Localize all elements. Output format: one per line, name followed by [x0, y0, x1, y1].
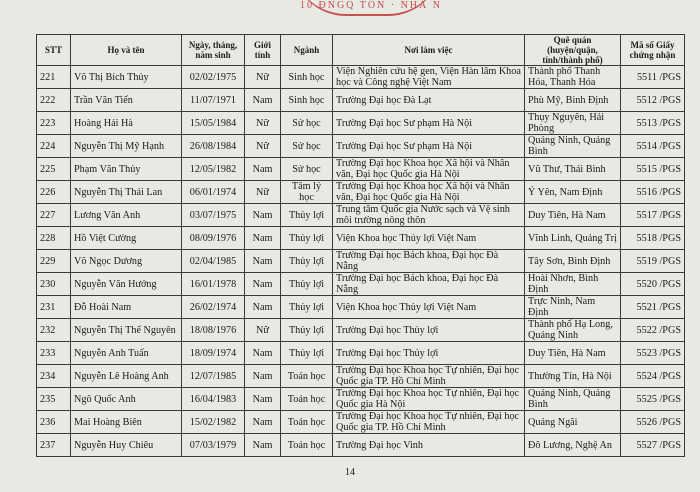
- cell-hometown: Thành phố Thanh Hóa, Thanh Hóa: [525, 66, 621, 89]
- cell-hometown: Hoài Nhơn, Bình Định: [525, 273, 621, 296]
- cell-workplace: Viện Khoa học Thủy lợi Việt Nam: [333, 296, 525, 319]
- cell-name: Nguyễn Huy Chiêu: [71, 434, 182, 457]
- cell-hometown: Quảng Ninh, Quảng Bình: [525, 388, 621, 411]
- table-row: [37, 273, 685, 296]
- cell-sex: Nữ: [245, 319, 281, 342]
- cell-dob: 18/08/1976: [182, 319, 245, 342]
- cell-dob: 07/03/1979: [182, 434, 245, 457]
- cell-sex: Nam: [245, 273, 281, 296]
- cell-field: Thủy lợi: [281, 227, 333, 250]
- cell-stt: 222: [37, 89, 71, 112]
- cell-sex: Nữ: [245, 135, 281, 158]
- cell-name: Nguyễn Văn Hướng: [71, 273, 182, 296]
- cell-dob: 02/02/1975: [182, 66, 245, 89]
- cell-cert: 5520 /PGS: [621, 273, 685, 296]
- cell-workplace: Trường Đại học Thủy lợi: [333, 342, 525, 365]
- table-row: [37, 204, 685, 227]
- cell-sex: Nam: [245, 158, 281, 181]
- header-dob: Ngày, tháng, năm sinh: [182, 35, 245, 66]
- cell-workplace: Trường Đại học Khoa học Tự nhiên, Đại học Quốc gia TP. Hồ Chí Minh: [333, 411, 525, 434]
- cell-field: Toán học: [281, 411, 333, 434]
- table-row: [37, 66, 685, 89]
- cell-name: Ngô Quốc Anh: [71, 388, 182, 411]
- cell-name: Võ Ngọc Dương: [71, 250, 182, 273]
- cell-cert: 5525 /PGS: [621, 388, 685, 411]
- cell-cert: 5514 /PGS: [621, 135, 685, 158]
- cell-stt: 234: [37, 365, 71, 388]
- cell-field: Sử học: [281, 112, 333, 135]
- cell-stt: 226: [37, 181, 71, 204]
- cell-workplace: Trường Đại học Khoa học Tự nhiên, Đại học Quốc gia Hà Nội: [333, 388, 525, 411]
- cell-name: Nguyễn Thị Mỹ Hạnh: [71, 135, 182, 158]
- cell-stt: 230: [37, 273, 71, 296]
- cell-dob: 03/07/1975: [182, 204, 245, 227]
- table-row: [37, 342, 685, 365]
- table-row: [37, 365, 685, 388]
- cell-cert: 5518 /PGS: [621, 227, 685, 250]
- cell-cert: 5519 /PGS: [621, 250, 685, 273]
- cell-dob: 15/05/1984: [182, 112, 245, 135]
- cell-stt: 228: [37, 227, 71, 250]
- cell-field: Thủy lợi: [281, 273, 333, 296]
- cell-name: Trần Văn Tiến: [71, 89, 182, 112]
- cell-hometown: Ý Yên, Nam Định: [525, 181, 621, 204]
- cell-cert: 5527 /PGS: [621, 434, 685, 457]
- cell-hometown: Duy Tiên, Hà Nam: [525, 204, 621, 227]
- cell-field: Thủy lợi: [281, 250, 333, 273]
- cell-stt: 223: [37, 112, 71, 135]
- certificate-table: [36, 34, 685, 457]
- cell-hometown: Duy Tiên, Hà Nam: [525, 342, 621, 365]
- cell-stt: 236: [37, 411, 71, 434]
- cell-workplace: Trường Đại học Khoa học Xã hội và Nhân văn, Đại học Quốc gia Hà Nội: [333, 158, 525, 181]
- table-row: [37, 296, 685, 319]
- cell-sex: Nam: [245, 388, 281, 411]
- table-row: [37, 250, 685, 273]
- header-stt: STT: [37, 35, 71, 66]
- cell-workplace: Trường Đại học Thủy lợi: [333, 319, 525, 342]
- cell-dob: 08/09/1976: [182, 227, 245, 250]
- table-row: [37, 135, 685, 158]
- table-row: [37, 434, 685, 457]
- cell-sex: Nữ: [245, 112, 281, 135]
- cell-stt: 231: [37, 296, 71, 319]
- cell-stt: 224: [37, 135, 71, 158]
- table-row: [37, 181, 685, 204]
- table-row: [37, 388, 685, 411]
- cell-workplace: Trường Đại học Vinh: [333, 434, 525, 457]
- cell-name: Hoàng Hải Hà: [71, 112, 182, 135]
- cell-hometown: Vĩnh Linh, Quảng Trị: [525, 227, 621, 250]
- cell-cert: 5517 /PGS: [621, 204, 685, 227]
- cell-stt: 225: [37, 158, 71, 181]
- cell-sex: Nam: [245, 411, 281, 434]
- cell-dob: 26/08/1984: [182, 135, 245, 158]
- cell-field: Sinh học: [281, 66, 333, 89]
- header-hometown: Quê quán (huyện/quận, tỉnh/thành phố): [525, 35, 621, 66]
- cell-sex: Nam: [245, 227, 281, 250]
- table-row: [37, 227, 685, 250]
- cell-name: Lương Văn Anh: [71, 204, 182, 227]
- cell-cert: 5511 /PGS: [621, 66, 685, 89]
- cell-field: Toán học: [281, 434, 333, 457]
- cell-field: Toán học: [281, 388, 333, 411]
- cell-dob: 06/01/1974: [182, 181, 245, 204]
- cell-sex: Nam: [245, 434, 281, 457]
- cell-field: Toán học: [281, 365, 333, 388]
- cell-cert: 5516 /PGS: [621, 181, 685, 204]
- cell-sex: Nam: [245, 342, 281, 365]
- cell-sex: Nam: [245, 296, 281, 319]
- cell-workplace: Trường Đại học Đà Lạt: [333, 89, 525, 112]
- cell-hometown: Thành phố Hạ Long, Quảng Ninh: [525, 319, 621, 342]
- header-sex: Giới tính: [245, 35, 281, 66]
- cell-dob: 12/05/1982: [182, 158, 245, 181]
- cell-field: Sinh học: [281, 89, 333, 112]
- header-field: Ngành: [281, 35, 333, 66]
- cell-cert: 5522 /PGS: [621, 319, 685, 342]
- cell-workplace: Trường Đại học Bách khoa, Đại học Đà Nẵng: [333, 250, 525, 273]
- cell-workplace: Viện Khoa học Thủy lợi Việt Nam: [333, 227, 525, 250]
- cell-cert: 5515 /PGS: [621, 158, 685, 181]
- cell-dob: 26/02/1974: [182, 296, 245, 319]
- cell-workplace: Trường Đại học Bách khoa, Đại học Đà Nẵng: [333, 273, 525, 296]
- cell-hometown: Phù Mỹ, Bình Định: [525, 89, 621, 112]
- cell-workplace: Trung tâm Quốc gia Nước sạch và Vệ sinh môi trường nông thôn: [333, 204, 525, 227]
- cell-name: Mai Hoàng Biên: [71, 411, 182, 434]
- cell-stt: 233: [37, 342, 71, 365]
- cell-field: Sử học: [281, 135, 333, 158]
- cell-sex: Nam: [245, 204, 281, 227]
- cell-name: Đỗ Hoài Nam: [71, 296, 182, 319]
- cell-hometown: Quảng Ngãi: [525, 411, 621, 434]
- cell-name: Hồ Việt Cường: [71, 227, 182, 250]
- cell-stt: 235: [37, 388, 71, 411]
- cell-workplace: Trường Đại học Sư phạm Hà Nội: [333, 112, 525, 135]
- table-row: [37, 319, 685, 342]
- cell-cert: 5526 /PGS: [621, 411, 685, 434]
- cell-hometown: Thường Tín, Hà Nội: [525, 365, 621, 388]
- page-number: 14: [345, 467, 355, 478]
- cell-cert: 5512 /PGS: [621, 89, 685, 112]
- cell-workplace: Trường Đại học Sư phạm Hà Nội: [333, 135, 525, 158]
- header-cert: Mã số Giấy chứng nhận: [621, 35, 685, 66]
- cell-hometown: Đô Lương, Nghệ An: [525, 434, 621, 457]
- cell-hometown: Quảng Ninh, Quảng Bình: [525, 135, 621, 158]
- cell-name: Nguyễn Thị Thái Lan: [71, 181, 182, 204]
- cell-dob: 16/04/1983: [182, 388, 245, 411]
- cell-cert: 5523 /PGS: [621, 342, 685, 365]
- cell-stt: 221: [37, 66, 71, 89]
- cell-hometown: Tây Sơn, Bình Định: [525, 250, 621, 273]
- cell-hometown: Vũ Thư, Thái Bình: [525, 158, 621, 181]
- header-name: Họ và tên: [71, 35, 182, 66]
- header-workplace: Nơi làm việc: [333, 35, 525, 66]
- table-header-row: [37, 35, 685, 66]
- cell-stt: 227: [37, 204, 71, 227]
- cell-workplace: Trường Đại học Khoa học Tự nhiên, Đại học Quốc gia TP. Hồ Chí Minh: [333, 365, 525, 388]
- cell-dob: 16/01/1978: [182, 273, 245, 296]
- cell-dob: 11/07/1971: [182, 89, 245, 112]
- cell-sex: Nam: [245, 365, 281, 388]
- cell-field: Thủy lợi: [281, 204, 333, 227]
- cell-cert: 5513 /PGS: [621, 112, 685, 135]
- cell-sex: Nam: [245, 89, 281, 112]
- table-row: [37, 89, 685, 112]
- cell-stt: 232: [37, 319, 71, 342]
- cell-name: Võ Thị Bích Thủy: [71, 66, 182, 89]
- cell-field: Thủy lợi: [281, 342, 333, 365]
- table-row: [37, 112, 685, 135]
- cell-cert: 5524 /PGS: [621, 365, 685, 388]
- cell-field: Tâm lý học: [281, 181, 333, 204]
- cell-name: Nguyễn Thị Thế Nguyên: [71, 319, 182, 342]
- cell-workplace: Trường Đại học Khoa học Xã hội và Nhân văn, Đại học Quốc gia Hà Nội: [333, 181, 525, 204]
- cell-dob: 18/09/1974: [182, 342, 245, 365]
- cell-dob: 02/04/1985: [182, 250, 245, 273]
- cell-workplace: Viện Nghiên cứu hệ gen, Viện Hàn lâm Khoa học và Công nghệ Việt Nam: [333, 66, 525, 89]
- cell-sex: Nam: [245, 250, 281, 273]
- table-row: [37, 158, 685, 181]
- cell-stt: 229: [37, 250, 71, 273]
- cell-name: Nguyễn Anh Tuấn: [71, 342, 182, 365]
- cell-name: Phạm Văn Thủy: [71, 158, 182, 181]
- official-seal-text: 10 ĐNGQ TỐN · NHÀ N: [300, 0, 442, 11]
- cell-cert: 5521 /PGS: [621, 296, 685, 319]
- cell-dob: 12/07/1985: [182, 365, 245, 388]
- cell-stt: 237: [37, 434, 71, 457]
- table-row: [37, 411, 685, 434]
- cell-hometown: Trực Ninh, Nam Định: [525, 296, 621, 319]
- cell-dob: 15/02/1982: [182, 411, 245, 434]
- cell-hometown: Thụy Nguyên, Hải Phòng: [525, 112, 621, 135]
- cell-field: Thủy lợi: [281, 319, 333, 342]
- cell-field: Sử học: [281, 158, 333, 181]
- cell-sex: Nữ: [245, 181, 281, 204]
- cell-field: Thủy lợi: [281, 296, 333, 319]
- cell-sex: Nữ: [245, 66, 281, 89]
- cell-name: Nguyễn Lê Hoàng Anh: [71, 365, 182, 388]
